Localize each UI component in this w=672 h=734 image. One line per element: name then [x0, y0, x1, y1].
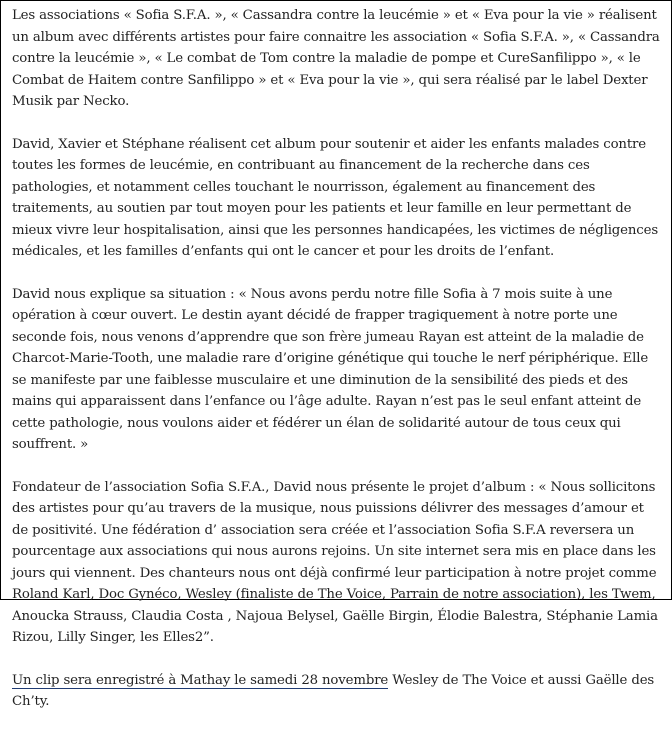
paragraph-clip	[12, 670, 662, 713]
paragraph-intro: Les associations « Sofia S.F.A. », « Cassandra contre la leucémie » et « Eva pour la vie » réalisent un album avec différents artistes pour faire connaitre les association « Sofia S.F.A. », « Cassandra contre la leucémie », « Le combat de Tom contre la maladie de pompe et CureSanfilippo », « le Combat de Haitem contre Sanfilippo » et « Eva pour la vie », qui sera réalisé par le label Dexter Musik par Necko.	[12, 8, 660, 109]
clip-text: Wesley de The Voice et aussi Gaëlle des Ch’ty.	[12, 672, 655, 709]
paragraph-goals: David, Xavier et Stéphane réalisent cet album pour soutenir et aider les enfants malades contre toutes les formes de leucémie, en contribuant au financement de la recherche dans ces pathologies, et notamment celles touchant le nourrisson, également au financement des traitements, au soutien par tout moyen pour les patients et leur famille en leur permettant de mieux vivre leur hospitalisation, ainsi que les personnes handicapées, les victimes de négligences médicales, et les familles d’enfants qui ont le cancer et pour les droits de l’enfant.	[12, 136, 658, 259]
paragraph-david-situation: David nous explique sa situation : « Nous avons perdu notre fille Sofia à 7 mois suite à une opération à cœur ouvert. Le destin ayant décidé de frapper tragiquement à notre porte une seconde fois, nous venons d’apprendre que son frère jumeau Rayan est atteint de la maladie de Charcot-Marie-Tooth, une maladie rare d’origine génétique qui touche le nerf périphérique. Elle se manifeste par une faiblesse musculaire et une diminution de la sensibilité des pieds et des mains qui apparaissent dans l’enfance ou l’âge adulte. Rayan n’est pas le seul enfant atteint de cette pathologie, nous voulons aider et fédérer un élan de solidarité autour de tous ceux qui souffrent. »	[12, 286, 649, 452]
article-body	[12, 5, 662, 734]
clip-link[interactable]: Un clip sera enregistré à Mathay le samedi 28 novembre	[12, 672, 389, 688]
paragraph-album-project: Fondateur de l’association Sofia S.F.A., David nous présente le projet d’album : « Nous sollicitons des artistes pour qu’au travers de la musique, nous puissions délivrer des messages d’amour et de positivité. Une fédération d’ association sera créée et l’association Sofia S.F.A reversera un pourcentage aux associations qui nous aurons rejoins. Un site internet sera mis en place dans les jours qui viennent. Des chanteurs nous ont déjà confirmé leur participation à notre projet comme Roland Karl, Doc Gynéco, Wesley (finaliste de The Voice, Parrain de notre association), les Twem, Anoucka Strauss, Claudia Costa , Najoua Belysel, Gaëlle Birgin, Élodie Balestra, Stéphanie Lamia Rizou, Lilly Singer, les Elles2”.	[12, 479, 658, 645]
